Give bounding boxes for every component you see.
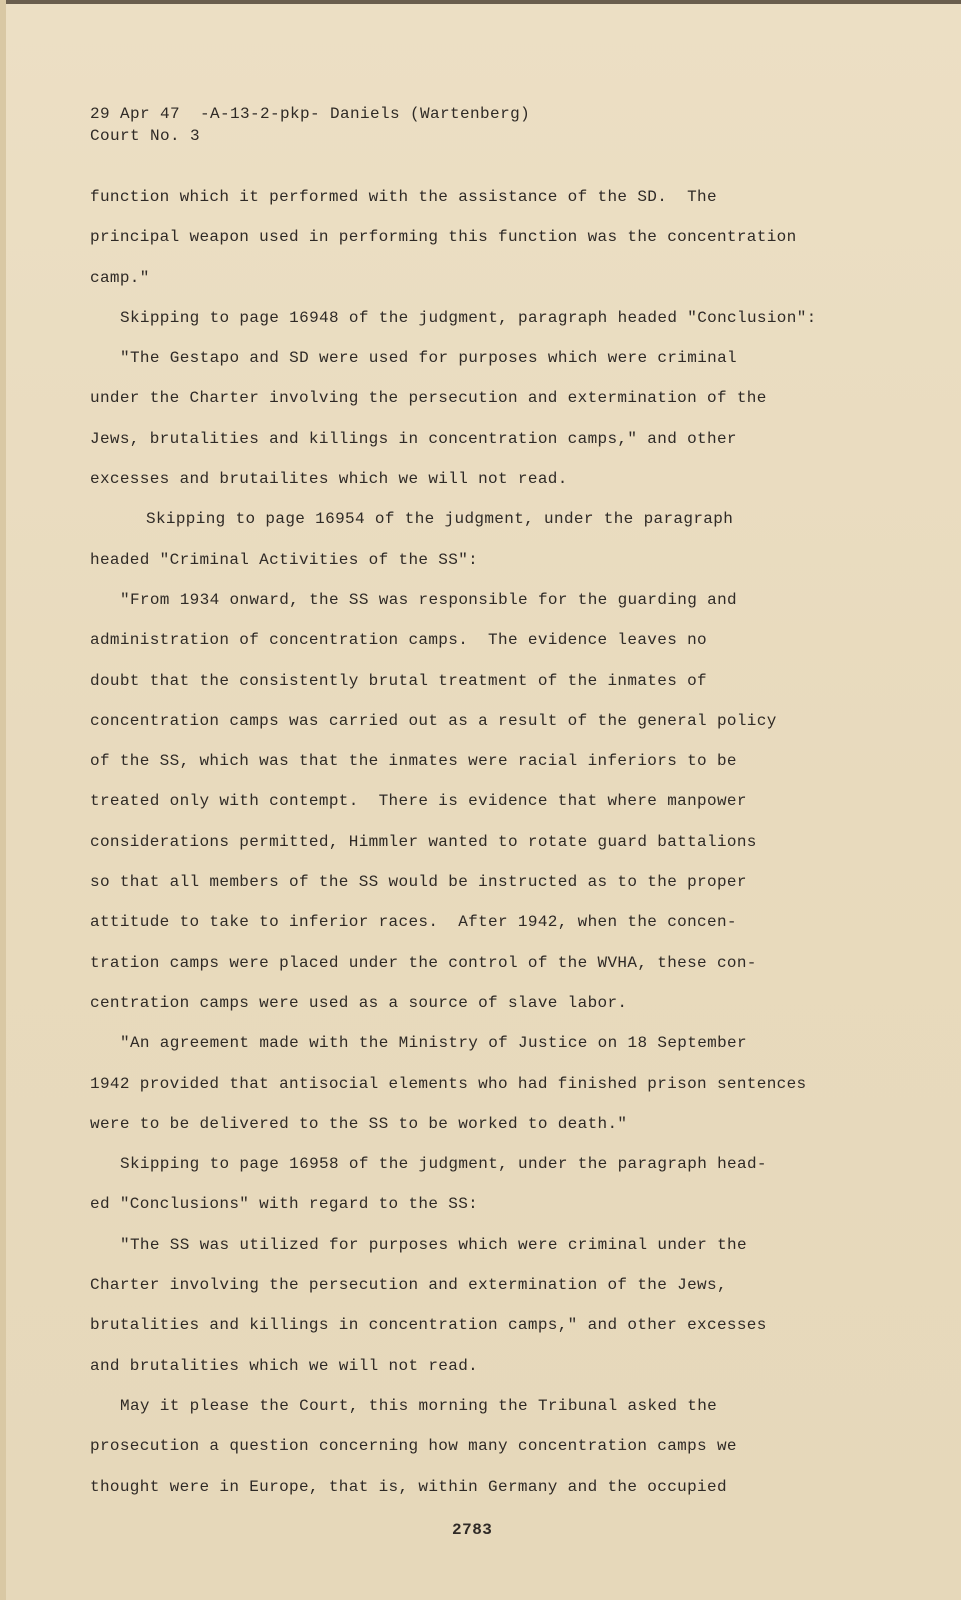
text-line: prosecution a question concerning how many concentration camps we	[90, 1437, 737, 1456]
text-line: "The Gestapo and SD were used for purposes which were criminal	[120, 349, 737, 368]
text-line: "The SS was utilized for purposes which were criminal under the	[120, 1235, 747, 1254]
header-line-2: Court No. 3	[90, 127, 201, 145]
text-line: centration camps were used as a source of slave labor.	[90, 993, 628, 1012]
text-line: Skipping to page 16954 of the judgment, under the paragraph	[146, 510, 734, 529]
text-line: were to be delivered to the SS to be worked to death."	[90, 1114, 628, 1133]
page-left-edge	[0, 0, 6, 1600]
text-line: considerations permitted, Himmler wanted to rotate guard battalions	[90, 832, 757, 851]
text-line: Jews, brutalities and killings in concentration camps," and other	[90, 429, 737, 448]
page-number: 2783	[452, 1521, 493, 1539]
document-header	[90, 103, 530, 147]
text-line: and brutalities which we will not read.	[90, 1356, 479, 1375]
text-line: attitude to take to inferior races. After 1942, when the concen-	[90, 913, 737, 932]
text-line: Charter involving the persecution and extermination of the Jews,	[90, 1276, 727, 1295]
text-line: under the Charter involving the persecution and extermination of the	[90, 389, 767, 408]
text-line: camp."	[90, 268, 150, 287]
text-line: headed "Criminal Activities of the SS":	[90, 550, 479, 569]
text-line: ed "Conclusions" with regard to the SS:	[90, 1195, 479, 1214]
text-line: treated only with contempt. There is evidence that where manpower	[90, 792, 747, 811]
text-line: of the SS, which was that the inmates were racial inferiors to be	[90, 752, 737, 771]
text-line: thought were in Europe, that is, within Germany and the occupied	[90, 1477, 727, 1496]
text-line: function which it performed with the assistance of the SD. The	[90, 188, 717, 206]
text-line: principal weapon used in performing this function was the concentration	[90, 228, 797, 247]
text-line: Skipping to page 16958 of the judgment, under the paragraph head-	[120, 1155, 767, 1174]
transcript-body	[90, 186, 930, 1516]
text-line: "An agreement made with the Ministry of Justice on 18 September	[120, 1034, 747, 1053]
text-line: "From 1934 onward, the SS was responsible for the guarding and	[120, 590, 737, 609]
page-top-edge	[0, 0, 961, 4]
text-line: concentration camps was carried out as a result of the general policy	[90, 711, 777, 730]
text-line: tration camps were placed under the control of the WVHA, these con-	[90, 953, 757, 972]
text-line: doubt that the consistently brutal treatment of the inmates of	[90, 671, 707, 690]
header-line-1: 29 Apr 47 -A-13-2-pkp- Daniels (Wartenberg)	[90, 105, 531, 123]
text-line: May it please the Court, this morning the Tribunal asked the	[120, 1396, 718, 1415]
text-line: so that all members of the SS would be instructed as to the proper	[90, 873, 747, 892]
text-line: 1942 provided that antisocial elements who had finished prison sentences	[90, 1074, 807, 1093]
text-line: administration of concentration camps. The evidence leaves no	[90, 631, 707, 650]
text-line: excesses and brutailites which we will not read.	[90, 470, 568, 489]
text-line: brutalities and killings in concentration camps," and other excesses	[90, 1316, 767, 1335]
text-line: Skipping to page 16948 of the judgment, paragraph headed "Conclusion":	[120, 308, 817, 327]
